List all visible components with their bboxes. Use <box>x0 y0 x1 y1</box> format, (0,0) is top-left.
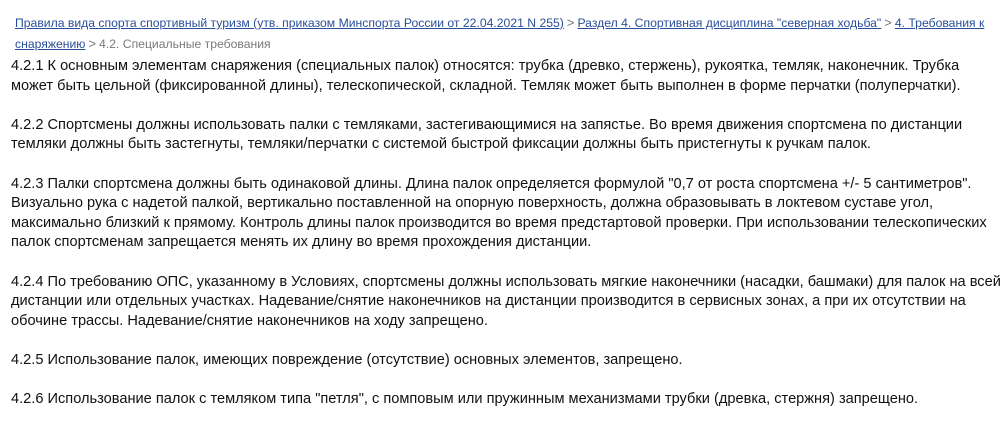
paragraph-4-2-4: 4.2.4 По требованию ОПС, указанному в Условиях, спортсмены должны использовать мягкие наконечники (насадки, башмаки) для палок на всей дистанции или отдельных участках. Надевание/снятие наконечников на дистанции производится в сервисных зонах, а при их отсутствии на обочине трассы. Надевание/снятие наконечников на ходу запрещено. <box>11 273 1001 329</box>
paragraph-4-2-5: 4.2.5 Использование палок, имеющих повреждение (отсутствие) основных элементов, запрещено. <box>11 351 683 368</box>
paragraph-4-2-2: 4.2.2 Спортсмены должны использовать палки с темляками, застегивающимися на запястье. Во время движения спортсмена по дистанции темляки должны быть застегнуты, темляки/перчатки с системой быстрой фиксации должны быть пристегнуты к ручкам палок. <box>11 116 963 153</box>
breadcrumb-link-rules[interactable]: Правила вида спорта спортивный туризм (утв. приказом Минспорта России от 22.04.2021 N 255) <box>15 16 564 30</box>
paragraph-4-2-3: 4.2.3 Палки спортсмена должны быть одинаковой длины. Длина палок определяется формулой "0,7 от роста спортсмена +/- 5 сантиметров". Визуально рука с надетой палкой, вертикально поставленной на опорную поверхность, должна образовывать в локтевом суставе угол, максимально близкий к прямому. Контроль длины палок производится во время предстартовой проверки. При использовании телескопических палок спортсменам запрещается менять их длину во время прохождения дистанции. <box>11 175 987 251</box>
breadcrumb-link-equipment-requirements[interactable]: 4. Требования к снаряжению <box>15 16 985 51</box>
paragraph-4-2-6: 4.2.6 Использование палок с темляком типа "петля", с помповым или пружинным механизмами трубки (древка, стержня) запрещено. <box>11 391 919 408</box>
breadcrumb-link-section-4[interactable]: Раздел 4. Спортивная дисциплина "северная ходьба" <box>577 16 882 30</box>
breadcrumb <box>15 13 990 54</box>
paragraph-4-2-1: 4.2.1 К основным элементам снаряжения (специальных палок) относятся: трубка (древко, стержень), рукоятка, темляк, наконечник. Трубка может быть цельной (фиксированной длины), телескопической, складной. Темляк может быть выполнен в форме перчатки (полуперчатки). <box>11 58 961 94</box>
breadcrumb-separator: > <box>884 15 892 30</box>
breadcrumb-separator: > <box>88 35 97 51</box>
breadcrumb-current: 4.2. Специальные требования <box>99 36 271 51</box>
breadcrumb-bar <box>0 0 1005 57</box>
breadcrumb-separator: > <box>566 15 575 30</box>
document-content <box>11 57 1001 429</box>
